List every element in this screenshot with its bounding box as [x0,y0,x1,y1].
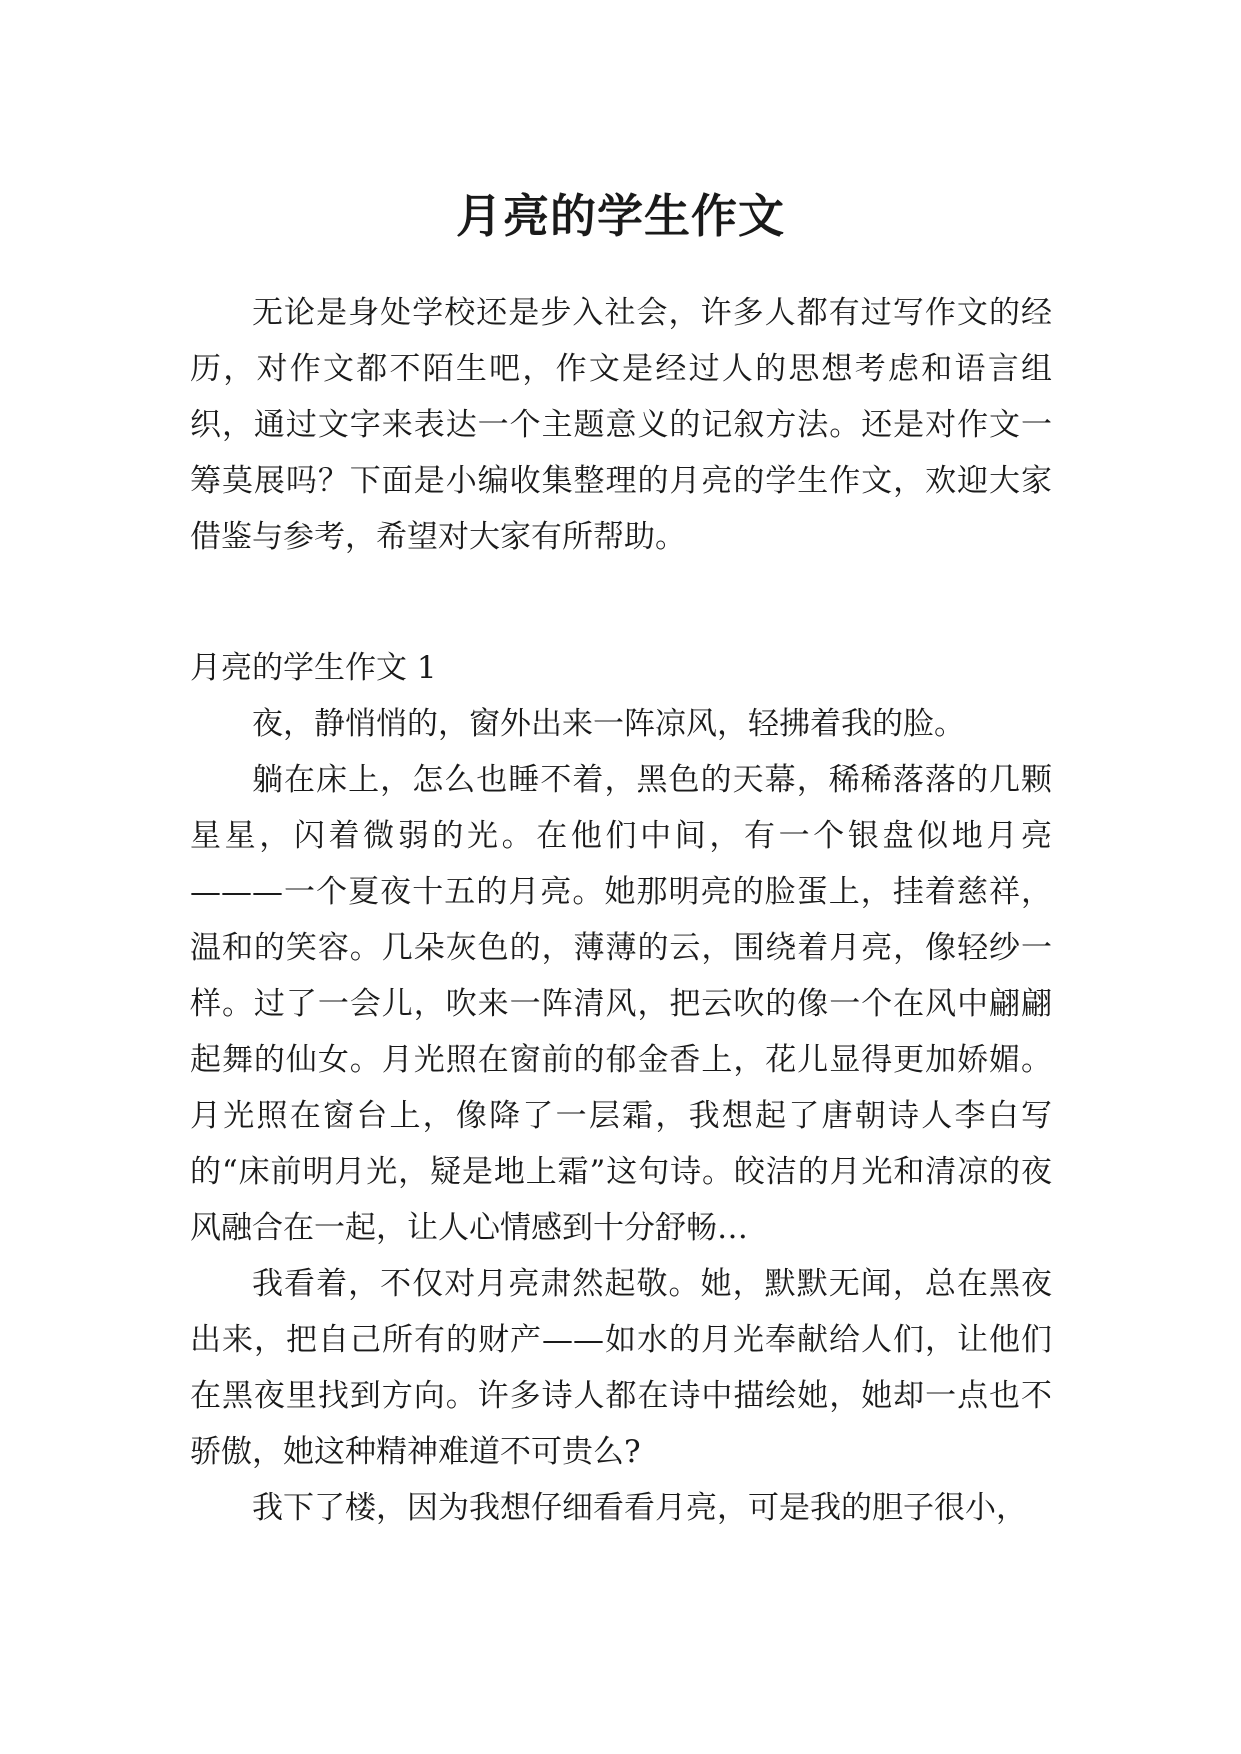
essay-paragraph-1: 夜，静悄悄的，窗外出来一阵凉风，轻拂着我的脸。 [252,706,965,742]
section-heading: 月亮的学生作文 1 [190,650,437,686]
essay-paragraph-2: 躺在床上，怎么也睡不着，黑色的天幕，稀稀落落的几颗星星，闪着微弱的光。在他们中间，有一个银盘似地月亮———一个夏夜十五的月亮。她那明亮的脸蛋上，挂着慈祥，温和的笑容。几朵灰色的，薄薄的云，围绕着月亮，像轻纱一样。过了一会儿，吹来一阵清风，把云吹的像一个在风中翩翩起舞的仙女。月光照在窗前的郁金香上，花儿显得更加娇媚。月光照在窗台上，像降了一层霜，我想起了唐朝诗人李白写的“床前明月光，疑是地上霜”这句诗。皎洁的月光和清凉的夜风融合在一起，让人心情感到十分舒畅… [190,762,1052,1246]
essay-paragraph-3: 我看着，不仅对月亮肃然起敬。她，默默无闻，总在黑夜出来，把自己所有的财产——如水的月光奉献给人们，让他们在黑夜里找到方向。许多诗人都在诗中描绘她，她却一点也不骄傲，她这种精神难道不可贵么? [190,1266,1052,1470]
essay-paragraph-4: 我下了楼，因为我想仔细看看月亮，可是我的胆子很小， [252,1490,1027,1526]
intro-section [190,285,1052,565]
document-title: 月亮的学生作文 [456,188,785,243]
essay-body [190,696,1052,1536]
intro-paragraph: 无论是身处学校还是步入社会，许多人都有过写作文的经历，对作文都不陌生吧，作文是经过人的思想考虑和语言组织，通过文字来表达一个主题意义的记叙方法。还是对作文一筹莫展吗？下面是小编收集整理的月亮的学生作文，欢迎大家借鉴与参考，希望对大家有所帮助。 [190,295,1052,555]
